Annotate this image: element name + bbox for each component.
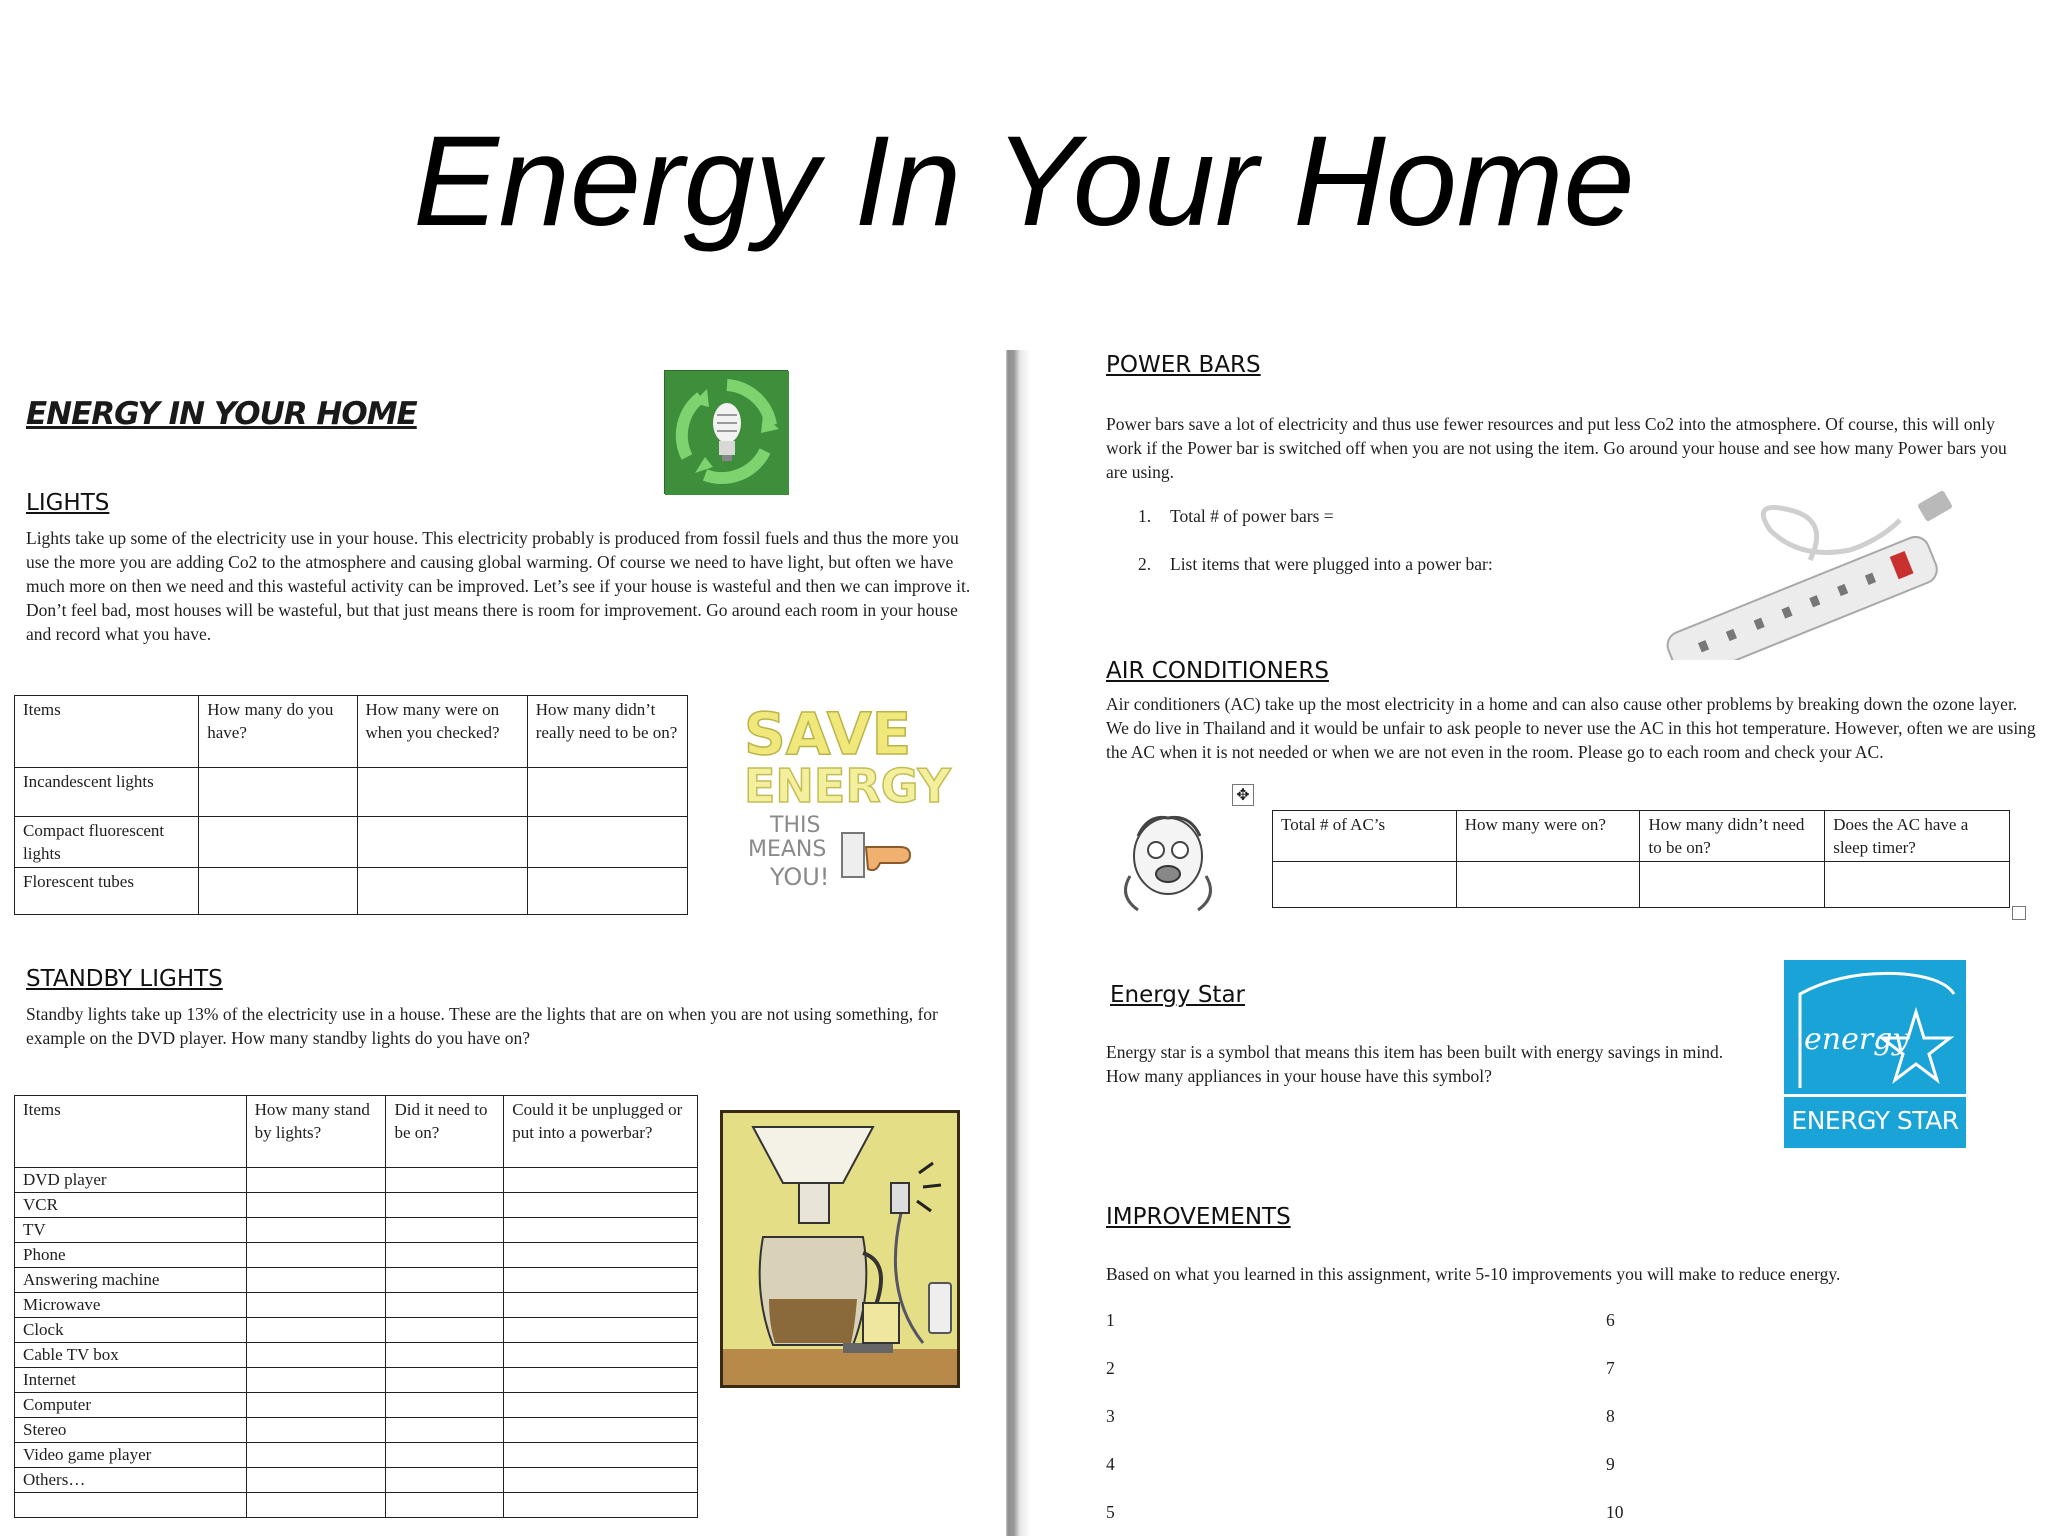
table-cell[interactable] (504, 1218, 698, 1243)
power-bars-item-number: 1. (1138, 506, 1152, 526)
table-cell[interactable] (504, 1368, 698, 1393)
energy-text: ENERGY (744, 759, 951, 813)
improvement-number: 9 (1606, 1454, 1615, 1474)
improvement-number: 4 (1106, 1454, 1115, 1474)
table-cell[interactable] (357, 768, 527, 817)
table-cell[interactable] (246, 1193, 386, 1218)
table-cell[interactable] (246, 1368, 386, 1393)
table-header: How many were on when you checked? (357, 696, 527, 768)
table-cell[interactable] (246, 1268, 386, 1293)
table-cell[interactable] (504, 1493, 698, 1518)
table-row-label: Answering machine (15, 1268, 247, 1293)
energy-star-logo (1784, 960, 1966, 1148)
table-cell[interactable] (199, 817, 357, 868)
table-row-label: Clock (15, 1318, 247, 1343)
table-row-label: DVD player (15, 1168, 247, 1193)
table-header: How many didn’t need to be on? (1640, 811, 1825, 862)
table-cell[interactable] (246, 1468, 386, 1493)
left-document-page (0, 350, 1006, 1536)
table-cell[interactable] (504, 1343, 698, 1368)
this-text: THIS (770, 813, 821, 838)
table-row-label: Computer (15, 1393, 247, 1418)
table-header: Does the AC have a sleep timer? (1825, 811, 2010, 862)
table-row (15, 1493, 698, 1518)
table-cell[interactable] (504, 1318, 698, 1343)
power-bars-list-label: List items that were plugged into a power bar: (1170, 554, 1493, 574)
lights-table (14, 695, 688, 915)
table-header: How many do you have? (199, 696, 357, 768)
right-document-page (1030, 340, 2048, 1536)
table-cell[interactable] (246, 1493, 386, 1518)
means-text: MEANS (748, 837, 827, 862)
table-cell[interactable] (386, 1193, 504, 1218)
table-row-label: Stereo (15, 1418, 247, 1443)
table-cell[interactable] (504, 1468, 698, 1493)
table-cell[interactable] (504, 1293, 698, 1318)
table-cell[interactable] (246, 1343, 386, 1368)
energy-star-heading: Energy Star (1110, 982, 1246, 1008)
table-row (15, 1393, 698, 1418)
power-bars-paragraph: Power bars save a lot of electricity and thus use fewer resources and put less Co2 into the atmosphere. Of course, this will only work if the Power bar is switched off when you are not using the item. Go around your house and see how many Power bars you are using. (1106, 414, 2007, 482)
table-row (15, 1218, 698, 1243)
table-row (15, 1368, 698, 1393)
air-conditioners-heading: AIR CONDITIONERS (1106, 658, 1329, 684)
table-cell[interactable] (246, 1443, 386, 1468)
table-cell[interactable] (246, 1318, 386, 1343)
table-header: Items (15, 696, 199, 768)
table-header: How many were on? (1456, 811, 1640, 862)
table-row (15, 1293, 698, 1318)
pointing-hand-icon (840, 827, 920, 887)
improvement-number: 1 (1106, 1310, 1115, 1330)
improvement-number: 6 (1606, 1310, 1615, 1330)
document-title: ENERGY IN YOUR HOME (26, 396, 417, 432)
table-row (15, 1443, 698, 1468)
air-conditioners-paragraph: Air conditioners (AC) take up the most electricity in a home and can also cause other problems by breaking down the ozone layer. We do live in Thailand and it would be unfair to ask people to never use the AC in this hot temperature. However, often we are using the AC when it is not needed or when we are not even in the room. Please go to each room and check your AC. (1106, 694, 2036, 762)
improvement-number: 3 (1106, 1406, 1115, 1426)
table-row-label: VCR (15, 1193, 247, 1218)
lights-paragraph: Lights take up some of the electricity use in your house. This electricity probably is produced from fossil fuels and thus the more you use the more you are adding Co2 to the atmosphere and causing global warming. Of course we need to have light, but often we have much more on then we need and this wasteful activity can be improved. Let’s see if your house is wasteful and then we can improve it. Don’t feel bad, most houses will be wasteful, but that just means there is room for improvement. Go around each room in your house and record what you have. (26, 528, 971, 644)
table-cell[interactable] (527, 817, 687, 868)
power-bars-total-label: Total # of power bars = (1170, 506, 1334, 526)
improvement-number: 10 (1606, 1502, 1624, 1522)
table-row (15, 1193, 698, 1218)
table-cell[interactable] (1825, 862, 2010, 908)
table-row (15, 1168, 698, 1193)
table-cell[interactable] (504, 1418, 698, 1443)
table-row-label (15, 1493, 247, 1518)
improvement-number: 2 (1106, 1358, 1115, 1378)
slide-title: Energy In Your Home (413, 110, 1635, 253)
table-cell[interactable] (386, 1493, 504, 1518)
power-bars-heading: POWER BARS (1106, 352, 1261, 378)
table-header: Total # of AC’s (1273, 811, 1457, 862)
table-header: How many didn’t really need to be on? (527, 696, 687, 768)
power-strip-icon (1650, 490, 1980, 660)
table-row-label: Cable TV box (15, 1343, 247, 1368)
table-cell[interactable] (386, 1443, 504, 1468)
table-cell[interactable] (386, 1293, 504, 1318)
energy-star-paragraph: Energy star is a symbol that means this item has been built with energy savings in mind. How many appliances in your house have this symbol? (1106, 1042, 1724, 1086)
save-energy-graphic (740, 700, 951, 905)
page-divider (1006, 350, 1030, 1536)
table-cell[interactable] (386, 1468, 504, 1493)
table-header: How many stand by lights? (246, 1096, 386, 1168)
standby-table (14, 1095, 698, 1518)
energy-star-label: ENERGY STAR (1791, 1106, 1959, 1135)
table-row-label: Compact fluorescent lights (15, 817, 199, 868)
improvement-number: 5 (1106, 1502, 1115, 1522)
table-cell[interactable] (1640, 862, 1825, 908)
table-row (15, 1468, 698, 1493)
table-row-label: Video game player (15, 1443, 247, 1468)
table-cell[interactable] (504, 1393, 698, 1418)
table-row (15, 1318, 698, 1343)
improvements-paragraph: Based on what you learned in this assignment, write 5-10 improvements you will make to reduce energy. (1106, 1264, 1841, 1284)
table-row-label: Incandescent lights (15, 768, 199, 817)
table-row (15, 1268, 698, 1293)
table-row-label: Phone (15, 1243, 247, 1268)
table-header: Did it need to be on? (386, 1096, 504, 1168)
table-cell[interactable] (504, 1243, 698, 1268)
table-move-handle-icon[interactable]: ✥ (1232, 784, 1254, 806)
table-cell[interactable] (527, 868, 687, 915)
table-cell[interactable] (504, 1443, 698, 1468)
table-row-label: TV (15, 1218, 247, 1243)
table-cell[interactable] (386, 1243, 504, 1268)
table-cell[interactable] (357, 817, 527, 868)
table-cell[interactable] (504, 1268, 698, 1293)
table-cell[interactable] (386, 1218, 504, 1243)
table-cell[interactable] (527, 768, 687, 817)
table-cell[interactable] (357, 868, 527, 915)
table-cell[interactable] (246, 1418, 386, 1443)
power-bars-item-number: 2. (1138, 554, 1152, 574)
table-row (15, 1418, 698, 1443)
table-resize-handle-icon[interactable] (2012, 906, 2026, 920)
table-row (15, 1343, 698, 1368)
cartoon-face-icon (1108, 806, 1228, 916)
table-cell[interactable] (1456, 862, 1640, 908)
table-cell[interactable] (504, 1193, 698, 1218)
standby-heading: STANDBY LIGHTS (26, 966, 223, 992)
table-cell[interactable] (386, 1343, 504, 1368)
table-cell[interactable] (246, 1218, 386, 1243)
energy-star-script: energy (1804, 1022, 1910, 1057)
table-cell[interactable] (386, 1268, 504, 1293)
table-row (15, 1243, 698, 1268)
table-header: Could it be unplugged or put into a powerbar? (504, 1096, 698, 1168)
table-cell[interactable] (246, 1243, 386, 1268)
table-cell[interactable] (386, 1168, 504, 1193)
table-cell[interactable] (386, 1318, 504, 1343)
table-row-label: Internet (15, 1368, 247, 1393)
table-cell[interactable] (199, 868, 357, 915)
table-cell[interactable] (386, 1368, 504, 1393)
table-cell[interactable] (386, 1393, 504, 1418)
table-cell[interactable] (246, 1393, 386, 1418)
table-cell[interactable] (199, 768, 357, 817)
improvement-number: 8 (1606, 1406, 1615, 1426)
table-row-label: Microwave (15, 1293, 247, 1318)
table-cell[interactable] (386, 1418, 504, 1443)
you-text: YOU! (770, 863, 830, 891)
table-cell[interactable] (504, 1168, 698, 1193)
table-cell[interactable] (1273, 862, 1457, 908)
air-conditioners-table (1272, 810, 2010, 908)
recycle-bulb-icon (664, 370, 788, 494)
table-cell[interactable] (246, 1168, 386, 1193)
table-header: Items (15, 1096, 247, 1168)
standby-paragraph: Standby lights take up 13% of the electricity use in a house. These are the lights that are on when you are not using something, for example on the DVD player. How many standby lights do you have on? (26, 1004, 938, 1048)
table-row-label: Florescent tubes (15, 868, 199, 915)
save-text: SAVE (744, 700, 912, 768)
coffee-maker-illustration (720, 1110, 960, 1388)
lights-heading: LIGHTS (26, 490, 110, 516)
improvements-heading: IMPROVEMENTS (1106, 1204, 1291, 1230)
improvement-number: 7 (1606, 1358, 1615, 1378)
table-row-label: Others… (15, 1468, 247, 1493)
table-cell[interactable] (246, 1293, 386, 1318)
